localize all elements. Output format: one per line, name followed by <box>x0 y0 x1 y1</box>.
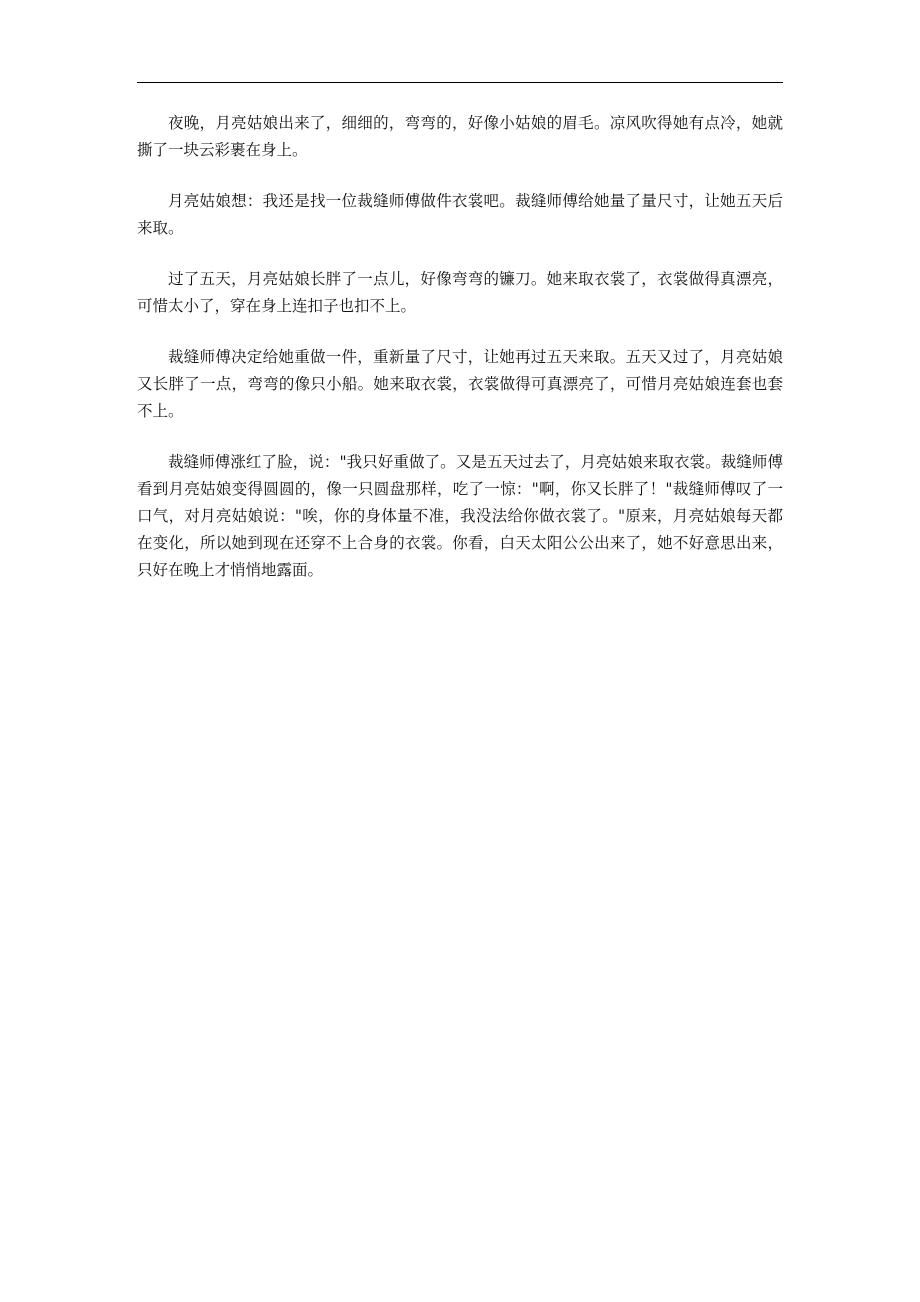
paragraph-1: 夜晚，月亮姑娘出来了，细细的，弯弯的，好像小姑娘的眉毛。凉风吹得她有点冷，她就撕了一块云彩裹在身上。 <box>137 114 783 159</box>
document-body <box>137 110 783 608</box>
paragraph-2: 月亮姑娘想：我还是找一位裁缝师傅做件衣裳吧。裁缝师傅给她量了量尺寸，让她五天后来取。 <box>137 192 783 237</box>
paragraph-5: 裁缝师傅涨红了脸，说："我只好重做了。又是五天过去了，月亮姑娘来取衣裳。裁缝师傅看到月亮姑娘变得圆圆的，像一只圆盘那样，吃了一惊："啊，你又长胖了！"裁缝师傅叹了一口气，对月亮姑娘说："唉，你的身体量不准，我没法给你做衣裳了。"原来，月亮姑娘每天都在变化，所以她到现在还穿不上合身的衣裳。你看，白天太阳公公出来了，她不好意思出来，只好在晚上才悄悄地露面。 <box>137 453 783 579</box>
header-divider <box>137 82 783 83</box>
paragraph-3: 过了五天，月亮姑娘长胖了一点儿，好像弯弯的镰刀。她来取衣裳了，衣裳做得真漂亮，可惜太小了，穿在身上连扣子也扣不上。 <box>137 270 783 315</box>
paragraph-4: 裁缝师傅决定给她重做一件，重新量了尺寸，让她再过五天来取。五天又过了，月亮姑娘又长胖了一点，弯弯的像只小船。她来取衣裳，衣裳做得可真漂亮了，可惜月亮姑娘连套也套不上。 <box>137 348 783 420</box>
